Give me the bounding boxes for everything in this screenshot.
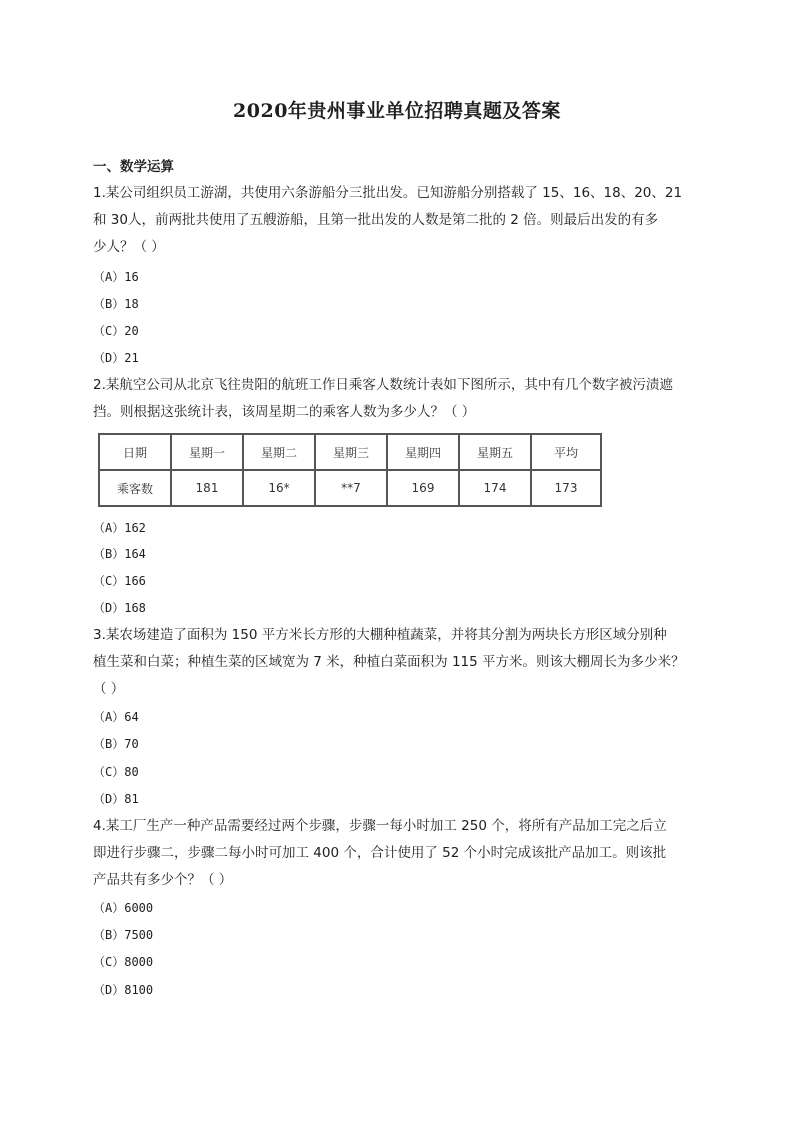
option-d: （D）8100 [93,983,154,997]
question-line: 2.某航空公司从北京飞往贵阳的航班工作日乘客人数统计表如下图所示，其中有几个数字被污渍遮 [93,377,673,393]
question-line: 挡。则根据这张统计表，该周星期二的乘客人数为多少人？（ ） [93,404,476,420]
section-heading: 一、数学运算 [93,159,174,175]
question-3 [93,622,705,703]
option-c: （C）166 [93,574,146,588]
question-line: （ ） [93,681,125,697]
question-line: 3.某农场建造了面积为 150 平方米长方形的大棚种植蔬菜，并将其分割为两块长方形区域分别种 [93,627,667,643]
option-a: （A）16 [93,270,139,284]
table-cell: 169 [387,470,459,506]
question-line: 植生菜和白菜；种植生菜的区域宽为 7 米，种植白菜面积为 115 平方米。则该大棚周长为多少米？ [93,654,685,670]
option-b: （B）7500 [93,928,154,942]
option-b: （B）164 [93,547,146,561]
table-cell: 星期一 [171,434,243,470]
table-cell: 16* [243,470,315,506]
option-a: （A）162 [93,521,146,535]
question-line: 4.某工厂生产一种产品需要经过两个步骤，步骤一每小时加工 250 个，将所有产品加工完之后立 [93,818,667,834]
option-d: （D）21 [93,351,139,365]
option-c: （C）8000 [93,955,154,969]
option-b: （B）18 [93,297,139,311]
table-cell: 181 [171,470,243,506]
table-header-row [99,434,601,470]
document-title: 2020年贵州事业单位招聘真题及答案 [233,100,561,122]
question-line: 少人？（ ） [93,239,165,255]
option-a: （A）64 [93,710,139,724]
question-line: 1.某公司组织员工游湖，共使用六条游船分三批出发。已知游船分别搭载了 15、16、18、20、21 [93,185,683,201]
table-row [99,470,601,506]
question-2 [93,372,705,426]
option-c: （C）80 [93,765,139,779]
table-cell: 星期四 [387,434,459,470]
question-line: 和 30人，前两批共使用了五艘游船，且第一批出发的人数是第二批的 2 倍。则最后出发的有多 [93,212,659,228]
option-d: （D）81 [93,792,139,806]
question-1 [93,180,705,261]
table-cell: 174 [459,470,531,506]
table-cell: 日期 [99,434,171,470]
table-cell: 星期五 [459,434,531,470]
question-line: 即进行步骤二，步骤二每小时可加工 400 个，合计使用了 52 个小时完成该批产品加工。则该批 [93,845,667,861]
table-cell: 平均 [531,434,601,470]
option-a: （A）6000 [93,901,154,915]
option-b: （B）70 [93,737,139,751]
option-c: （C）20 [93,324,139,338]
table-cell: 173 [531,470,601,506]
table-cell: **7 [315,470,387,506]
table-cell: 星期三 [315,434,387,470]
question-line: 产品共有多少个？（ ） [93,872,233,888]
table-cell: 乘客数 [99,470,171,506]
option-d: （D）168 [93,601,146,615]
table-cell: 星期二 [243,434,315,470]
question-4 [93,813,705,894]
passenger-table [98,433,602,507]
